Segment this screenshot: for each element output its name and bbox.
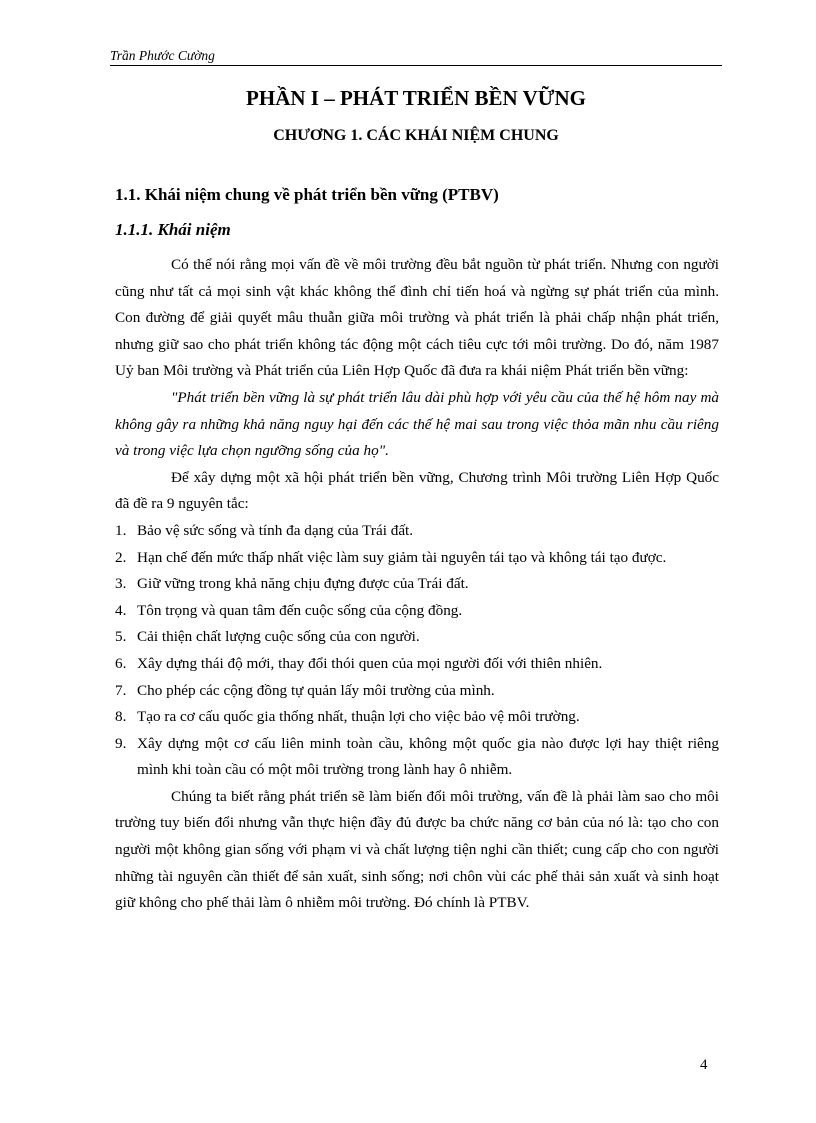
list-item-number: 9. xyxy=(115,734,127,752)
principles-list xyxy=(115,518,719,784)
list-item xyxy=(115,518,719,545)
list-item-number: 7. xyxy=(115,681,127,699)
list-item-text: Hạn chế đến mức thấp nhất việc làm suy giảm tài nguyên tái tạo và không tái tạo được. xyxy=(137,548,667,566)
list-item-number: 2. xyxy=(115,548,127,566)
document-body xyxy=(115,252,719,917)
list-item xyxy=(115,598,719,625)
list-item-number: 5. xyxy=(115,628,127,646)
list-item-number: 3. xyxy=(115,575,127,593)
list-item-number: 4. xyxy=(115,601,127,619)
list-item-number: 1. xyxy=(115,521,127,539)
section-heading: 1.1. Khái niệm chung về phát triển bền vững (PTBV) xyxy=(115,185,499,204)
list-item xyxy=(115,571,719,598)
chapter-title: CHƯƠNG 1. CÁC KHÁI NIỆM CHUNG xyxy=(273,127,559,144)
header-author: Trần Phước Cường xyxy=(110,48,215,63)
list-item xyxy=(115,731,719,784)
paragraph-conclusion: Chúng ta biết rằng phát triển sẽ làm biến đổi môi trường, vấn đề là phải làm sao cho môi trường tuy biến đổi nhưng vẫn thực hiện đầy đủ được ba chức năng cơ bản của nó là: tạo cho con người một không gian sống với phạm vi và chất lượng tiện nghi cần thiết; cung cấp cho con người những tài nguyên cần thiết để sản xuất, sinh sống; nơi chôn vùi các phế thải sản xuất và sinh hoạt giữ không cho phế thải làm ô nhiễm môi trường. Đó chính là PTBV. xyxy=(115,787,719,912)
subsection-heading: 1.1.1. Khái niệm xyxy=(115,220,231,239)
list-item-text: Bảo vệ sức sống và tính đa dạng của Trái đất. xyxy=(137,521,414,539)
list-item-text: Tôn trọng và quan tâm đến cuộc sống của cộng đồng. xyxy=(137,601,463,619)
list-item-text: Cho phép các cộng đồng tự quản lấy môi trường của mình. xyxy=(137,681,495,699)
list-item xyxy=(115,704,719,731)
list-item-text: Xây dựng thái độ mới, thay đổi thói quen của mọi người đối với thiên nhiên. xyxy=(137,654,603,672)
list-item-text: Tạo ra cơ cấu quốc gia thống nhất, thuận lợi cho việc bảo vệ môi trường. xyxy=(137,708,580,726)
list-item xyxy=(115,624,719,651)
paragraph-principles-intro: Để xây dựng một xã hội phát triển bền vững, Chương trình Môi trường Liên Hợp Quốc đã đề ra 9 nguyên tắc: xyxy=(115,468,719,513)
list-item xyxy=(115,651,719,678)
list-item-number: 6. xyxy=(115,654,127,672)
list-item xyxy=(115,545,719,572)
definition-quote: "Phát triển bền vững là sự phát triển lâu dài phù hợp với yêu cầu của thế hệ hôm nay mà không gây ra những khả năng nguy hại đến các thế hệ mai sau trong việc thỏa mãn nhu cầu riêng và trong việc lựa chọn ngưỡng sống của họ". xyxy=(115,388,719,460)
paragraph-intro: Có thể nói rằng mọi vấn đề về môi trường đều bắt nguồn từ phát triển. Nhưng con người cũng như tất cả mọi sinh vật khác không thể đình chỉ tiến hoá và ngừng sự phát triển của mình. Con đường để giải quyết mâu thuẫn giữa môi trường và phát triển là phải chấp nhận phát triển, nhưng giữ sao cho phát triển không tác động một cách tiêu cực tới môi trường. Do đó, năm 1987 Uỷ ban Môi trường và Phát triển của Liên Hợp Quốc đã đưa ra khái niệm Phát triển bền vững: xyxy=(115,256,719,380)
page-number: 4 xyxy=(700,1057,708,1073)
part-title: PHẦN I – PHÁT TRIỂN BỀN VỮNG xyxy=(246,86,586,110)
list-item xyxy=(115,678,719,705)
list-item-text: Xây dựng một cơ cấu liên minh toàn cầu, không một quốc gia nào được lợi hay thiệt riêng mình khi toàn cầu có một môi trường trong lành hay ô nhiễm. xyxy=(137,734,719,779)
list-item-text: Cải thiện chất lượng cuộc sống của con người. xyxy=(137,628,420,646)
list-item-number: 8. xyxy=(115,708,127,726)
page-header xyxy=(110,46,722,66)
list-item-text: Giữ vững trong khả năng chịu đựng được của Trái đất. xyxy=(137,575,469,593)
